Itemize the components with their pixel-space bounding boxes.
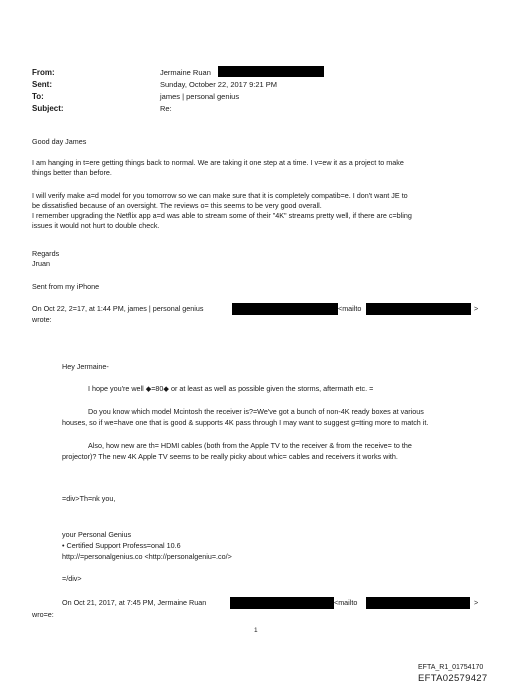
quoted-line: I hope you're well ◆=80◆ or at least as well as possible given the storms, aftermath etc. = [88, 384, 374, 393]
wrote-label: wro=e: [32, 610, 54, 619]
redaction-block [366, 597, 470, 609]
greeting: Good day James [32, 137, 87, 146]
angle-bracket: > [474, 598, 479, 607]
div-close: =/div> [62, 574, 82, 583]
efta-id-secondary: EFTA02579427 [418, 673, 488, 684]
quoted-greeting: Hey Jermaine- [62, 362, 109, 371]
signature-name: your Personal Genius [62, 530, 132, 539]
mailto-text: <mailto [338, 304, 362, 313]
paragraph-line: issues it would not hurt to double check. [32, 221, 160, 230]
efta-id-primary: EFTA_R1_01754170 [418, 664, 484, 671]
paragraph-line: I will verify make a=d model for you tomorrow so we can make sure that it is completely compatib=e. I don't want JE to [32, 191, 408, 200]
angle-bracket: > [474, 304, 479, 313]
paragraph-line: I remember upgrading the Netflix app a=d was able to stream some of their "4K" streams pretty well, if there are c=bling [32, 211, 412, 220]
page-number: 1 [254, 627, 258, 634]
signature-url: http://=personalgenius.co <http://personalgeniu=.co/> [62, 552, 232, 561]
quoted-line: Also, how new are th= HDMI cables (both from the Apple TV to the receiver & from the receive= to the [88, 441, 412, 450]
quoted-line: houses, so if we=have one that is good & supports 4K pass through I may want to suggest g=tting more to match it. [62, 418, 429, 427]
sent-from: Sent from my iPhone [32, 282, 100, 291]
to-value: james | personal genius [160, 92, 240, 101]
wrote-label: wrote: [32, 315, 52, 324]
signoff: Jruan [32, 259, 50, 268]
to-label: To: [32, 92, 44, 101]
redaction-block [366, 303, 471, 315]
quoted-line: projector)? The new 4K Apple TV seems to be really picky about whic= cables and receivers it works with. [62, 452, 398, 461]
quote-header: On Oct 22, 2=17, at 1:44 PM, james | personal genius [32, 304, 204, 313]
redaction-block [232, 303, 338, 315]
redaction-block [218, 66, 324, 77]
sent-label: Sent: [32, 80, 52, 89]
from-label: From: [32, 68, 55, 77]
quoted-line: Do you know which model Mcintosh the receiver is?=We've got a bunch of non-4K ready boxes at various [88, 407, 424, 416]
subject-value: Re: [160, 104, 172, 113]
redaction-block [230, 597, 334, 609]
signature-cert: • Certified Support Profess=onal 10.6 [62, 541, 181, 550]
paragraph-line: things better than before. [32, 168, 112, 177]
regards: Regards [32, 249, 60, 258]
quote-header: On Oct 21, 2017, at 7:45 PM, Jermaine Ruan [62, 598, 207, 607]
paragraph-line: be dissatisfied because of an oversight. The reviews o= this seems to be very good overall. [32, 201, 322, 210]
sent-value: Sunday, October 22, 2017 9:21 PM [160, 80, 278, 89]
paragraph-line: I am hanging in t=ere getting things back to normal. We are taking it one step at a time. I v=ew it as a project to make [32, 158, 404, 167]
quoted-thanks: =div>Th=nk you, [62, 494, 116, 503]
subject-label: Subject: [32, 104, 64, 113]
from-value: Jermaine Ruan [160, 68, 211, 77]
mailto-text: <mailto [334, 598, 358, 607]
